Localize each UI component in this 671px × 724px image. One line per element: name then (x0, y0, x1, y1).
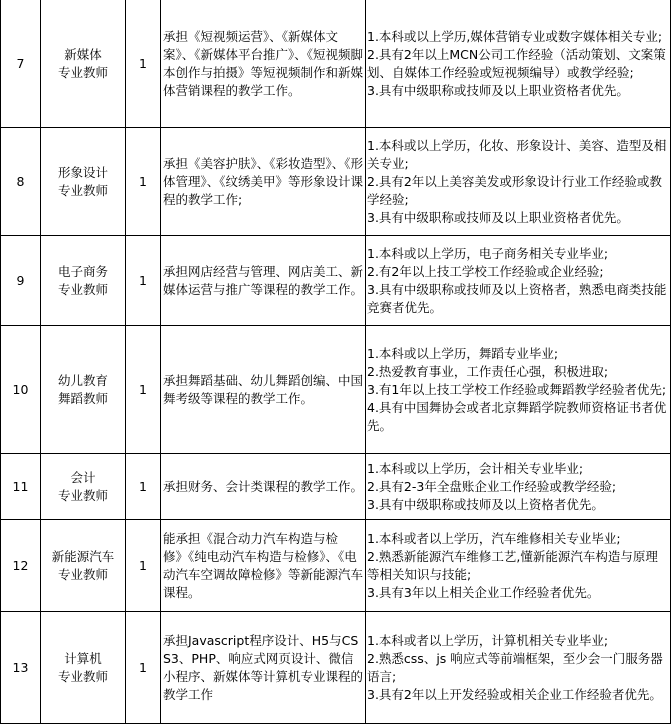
table-row (1, 128, 671, 236)
position-title (41, 128, 126, 236)
job-requirements (366, 520, 671, 612)
table-row (1, 236, 671, 326)
job-duty: 能承担《混合动力汽车构造与检修》《纯电动汽车构造与检修》、《电动汽车空调故障检修》等新能源汽车课程。 (161, 520, 366, 612)
job-duty: 承担财务、会计类课程的教学工作。 (161, 454, 366, 520)
requirement-item: 4.具有中国舞协会或者北京舞蹈学院教师资格证书者优先。 (367, 399, 667, 433)
headcount: 1 (126, 0, 161, 128)
job-requirements (366, 454, 671, 520)
requirement-item: 2.热爱教育事业，工作责任心强，积极进取; (367, 363, 609, 379)
requirement-item: 2.具有2-3年全盘账企业工作经验或教学经验; (367, 478, 617, 494)
requirement-item: 2.熟悉新能源汽车维修工艺,懂新能源汽车构造与原理等相关知识与技能; (367, 548, 658, 582)
job-requirements (366, 128, 671, 236)
position-title (41, 0, 126, 128)
row-number: 7 (1, 0, 41, 128)
row-number: 8 (1, 128, 41, 236)
requirement-item: 3.具有中级职称或技师及以上职业资格者优先。 (367, 82, 629, 98)
requirement-item: 1.本科或者以上学历，计算机相关专业毕业; (367, 632, 609, 648)
job-duty: 承担Javascript程序设计、H5与CSS3、PHP、响应式网页设计、微信小程序、新媒体等计算机专业课程的教学工作 (161, 612, 366, 724)
table-row (1, 326, 671, 454)
position-line-2: 专业教师 (57, 566, 108, 582)
job-duty: 承担《美容护肤》、《彩妆造型》、《形体管理》、《纹绣美甲》等形象设计课程的教学工作; (161, 128, 366, 236)
headcount: 1 (126, 236, 161, 326)
requirement-item: 2.熟悉css、js 响应式等前端框架，至少会一门服务器语言; (367, 650, 663, 684)
position-line-2: 专业教师 (57, 281, 108, 297)
position-line-1: 幼儿教育 (57, 372, 108, 388)
row-number: 12 (1, 520, 41, 612)
row-number: 9 (1, 236, 41, 326)
position-title (41, 520, 126, 612)
table-row (1, 0, 671, 128)
row-number: 11 (1, 454, 41, 520)
table-body (1, 0, 671, 724)
requirement-item: 3.具有中级职称或技师及以上职业资格者优先。 (367, 209, 629, 225)
requirement-item: 1.本科或以上学历,媒体营销专业或数字媒体相关专业; (367, 28, 663, 44)
table-row (1, 520, 671, 612)
requirement-item: 1.本科或以上学历，舞蹈专业毕业; (367, 345, 559, 361)
requirement-item: 3.具有中级职称或技师及以上资格者优先。 (367, 496, 604, 512)
position-line-2: 专业教师 (57, 64, 108, 80)
position-line-1: 电子商务 (57, 263, 108, 279)
requirement-item: 1.本科或者以上学历，汽车维修相关专业毕业; (367, 530, 621, 546)
job-duty: 承担舞蹈基础、幼儿舞蹈创编、中国舞考级等课程的教学工作。 (161, 326, 366, 454)
job-requirements (366, 326, 671, 454)
requirement-item: 2.有2年以上技工学校工作经验或企业经验; (367, 263, 604, 279)
position-title (41, 236, 126, 326)
headcount: 1 (126, 454, 161, 520)
requirement-item: 3.有1年以上技工学校工作经验或舞蹈教学经验者优先; (367, 381, 667, 397)
job-requirements (366, 612, 671, 724)
position-title (41, 326, 126, 454)
requirement-item: 3.具有3年以上相关企业工作经验者优先。 (367, 584, 600, 600)
headcount: 1 (126, 520, 161, 612)
requirement-item: 2.具有2年以上MCN公司工作经验（活动策划、文案策划、自媒体工作经验或短视频编导）或教学经验; (367, 46, 666, 80)
headcount: 1 (126, 326, 161, 454)
headcount: 1 (126, 612, 161, 724)
position-line-1: 会计 (70, 469, 96, 485)
requirement-item: 1.本科或以上学历，化妆、形象设计、美容、造型及相关专业; (367, 137, 667, 171)
job-requirements (366, 0, 671, 128)
requirement-item: 3.具有中级职称或技师及以上资格者，熟悉电商类技能竞赛者优先。 (367, 281, 667, 315)
requirement-item: 2.具有2年以上美容美发或形象设计行业工作经验或教学经验; (367, 173, 662, 207)
position-line-2: 舞蹈教师 (57, 390, 108, 406)
requirement-item: 3.具有2年以上开发经验或相关企业工作经验者优先。 (367, 686, 662, 702)
requirement-item: 1.本科或以上学历，电子商务相关专业毕业; (367, 245, 609, 261)
job-requirements (366, 236, 671, 326)
table-row (1, 612, 671, 724)
job-duty: 承担网店经营与管理、网店美工、新媒体运营与推广等课程的教学工作。 (161, 236, 366, 326)
headcount: 1 (126, 128, 161, 236)
position-line-1: 新媒体 (64, 46, 102, 62)
job-duty: 承担《短视频运营》、《新媒体文案》、《新媒体平台推广》、《短视频脚本创作与拍摄》等短视频制作和新媒体营销课程的教学工作。 (161, 0, 366, 128)
row-number: 10 (1, 326, 41, 454)
row-number: 13 (1, 612, 41, 724)
position-title (41, 454, 126, 520)
position-line-2: 专业教师 (57, 182, 108, 198)
position-line-2: 专业教师 (57, 668, 108, 684)
position-title (41, 612, 126, 724)
position-line-2: 专业教师 (57, 487, 108, 503)
position-line-1: 形象设计 (57, 164, 108, 180)
position-line-1: 计算机 (64, 650, 102, 666)
position-line-1: 新能源汽车 (51, 548, 115, 564)
requirement-item: 1.本科或以上学历，会计相关专业毕业; (367, 460, 584, 476)
table-row (1, 454, 671, 520)
